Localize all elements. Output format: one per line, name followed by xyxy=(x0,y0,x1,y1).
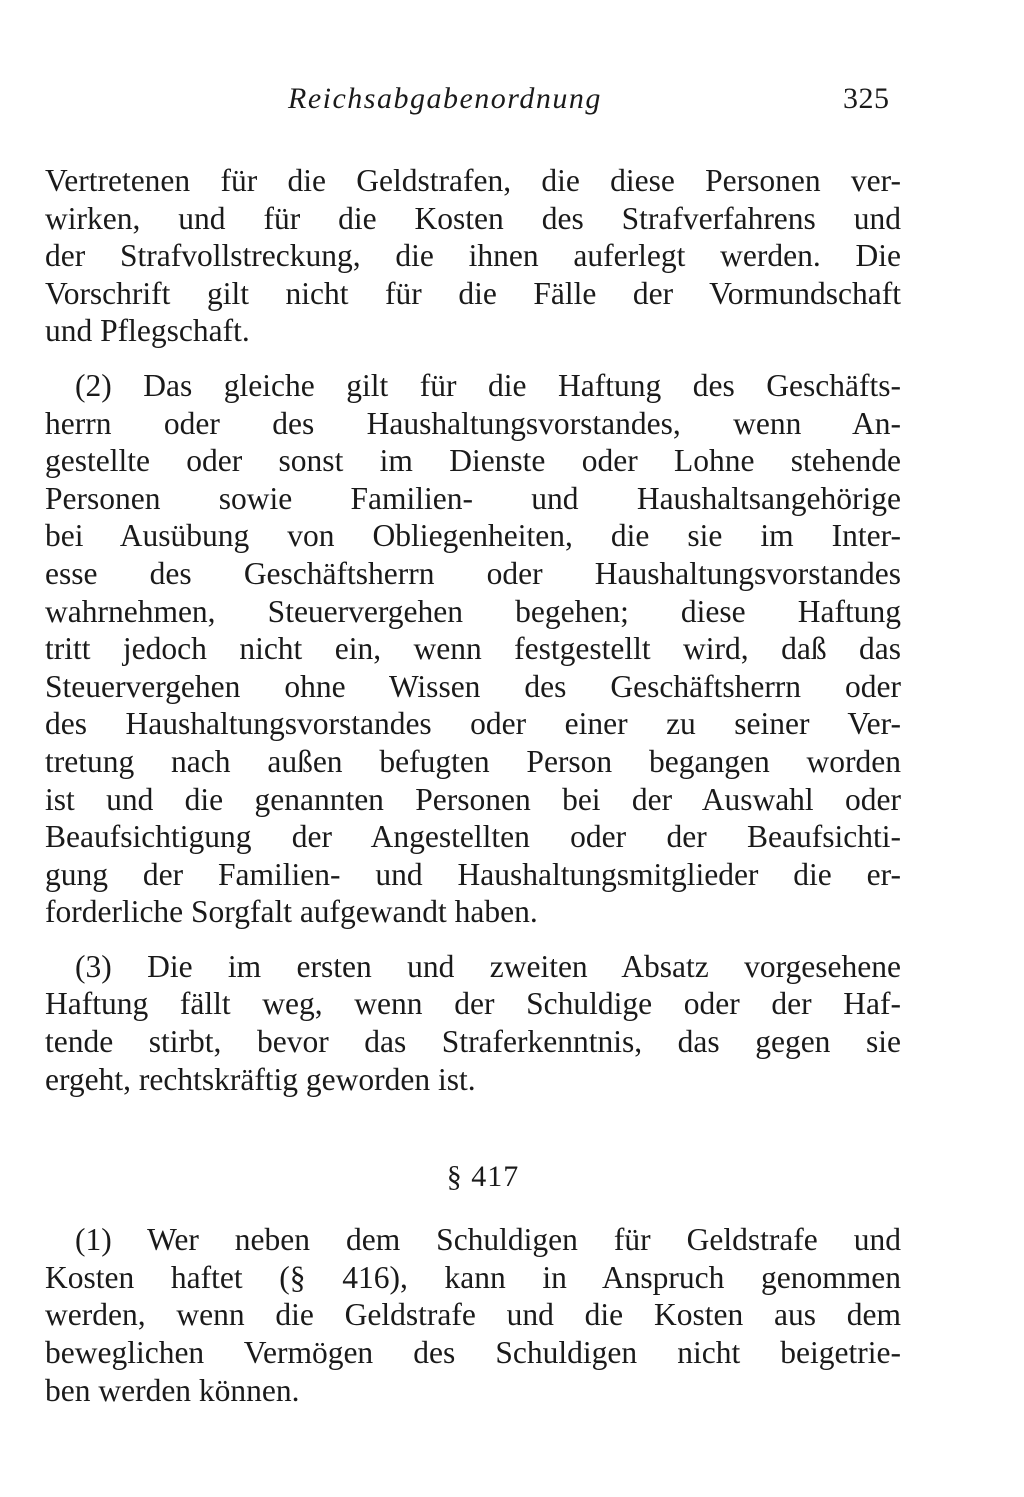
text-line: Vorschrift gilt nicht für die Fälle der Vormundschaft xyxy=(45,275,901,311)
text-line: gung der Familien- und Haushaltungsmitglieder die er- xyxy=(45,856,901,892)
text-line: wirken, und für die Kosten des Strafverfahrens und xyxy=(45,200,901,236)
text-line: ist und die genannten Personen bei der Auswahl oder xyxy=(45,781,901,817)
section-paragraph-1 xyxy=(45,1221,901,1409)
text-line: und Pflegschaft. xyxy=(45,313,250,349)
text-line: tende stirbt, bevor das Straferkenntnis, das gegen sie xyxy=(45,1024,901,1060)
page-number: 325 xyxy=(843,82,890,115)
text-line: Steuervergehen ohne Wissen des Geschäftsherrn oder xyxy=(45,668,901,704)
text-line: Vertretenen für die Geldstrafen, die diese Personen ver- xyxy=(45,163,901,198)
text-line: wahrnehmen, Steuervergehen begehen; diese Haftung xyxy=(45,593,901,629)
text-line: werden, wenn die Geldstrafe und die Kosten aus dem xyxy=(45,1297,901,1333)
text-line: (2) Das gleiche gilt für die Haftung des Geschäfts- xyxy=(75,367,901,403)
text-line: Haftung fällt weg, wenn der Schuldige oder der Haf- xyxy=(45,986,901,1022)
text-line: ben werden können. xyxy=(45,1372,300,1408)
text-line: (1) Wer neben dem Schuldigen für Geldstrafe und xyxy=(75,1222,901,1258)
paragraph-3 xyxy=(45,948,901,1098)
text-line: Personen sowie Familien- und Haushaltsangehörige xyxy=(45,480,901,516)
text-line: ergeht, rechtskräftig geworden ist. xyxy=(45,1061,476,1097)
text-line: tretung nach außen befugten Person begangen worden xyxy=(45,743,901,779)
text-line: Kosten haftet (§ 416), kann in Anspruch genommen xyxy=(45,1259,901,1295)
body-text xyxy=(45,162,901,1409)
text-line: (3) Die im ersten und zweiten Absatz vorgesehene xyxy=(75,948,901,984)
text-line: herrn oder des Haushaltungsvorstandes, wenn An- xyxy=(45,405,901,441)
text-line: des Haushaltungsvorstandes oder einer zu seiner Ver- xyxy=(45,706,901,742)
section-heading: § 417 xyxy=(446,1160,520,1194)
text-line: Beaufsichtigung der Angestellten oder der Beaufsichti- xyxy=(45,819,901,855)
text-line: der Strafvollstreckung, die ihnen auferlegt werden. Die xyxy=(45,238,901,274)
paragraph-2 xyxy=(45,367,901,931)
paragraph-continuation xyxy=(45,162,901,350)
text-line: forderliche Sorgfalt aufgewandt haben. xyxy=(45,894,538,930)
text-line: tritt jedoch nicht ein, wenn festgestellt wird, daß das xyxy=(45,631,901,667)
text-line: esse des Geschäftsherrn oder Haushaltungsvorstandes xyxy=(45,555,901,591)
text-line: gestellte oder sonst im Dienste oder Lohne stehende xyxy=(45,443,901,479)
running-title: Reichsabgabenordnung xyxy=(288,82,602,115)
text-line: beweglichen Vermögen des Schuldigen nicht beigetrie- xyxy=(45,1335,901,1371)
text-line: bei Ausübung von Obliegenheiten, die sie im Inter- xyxy=(45,518,901,554)
